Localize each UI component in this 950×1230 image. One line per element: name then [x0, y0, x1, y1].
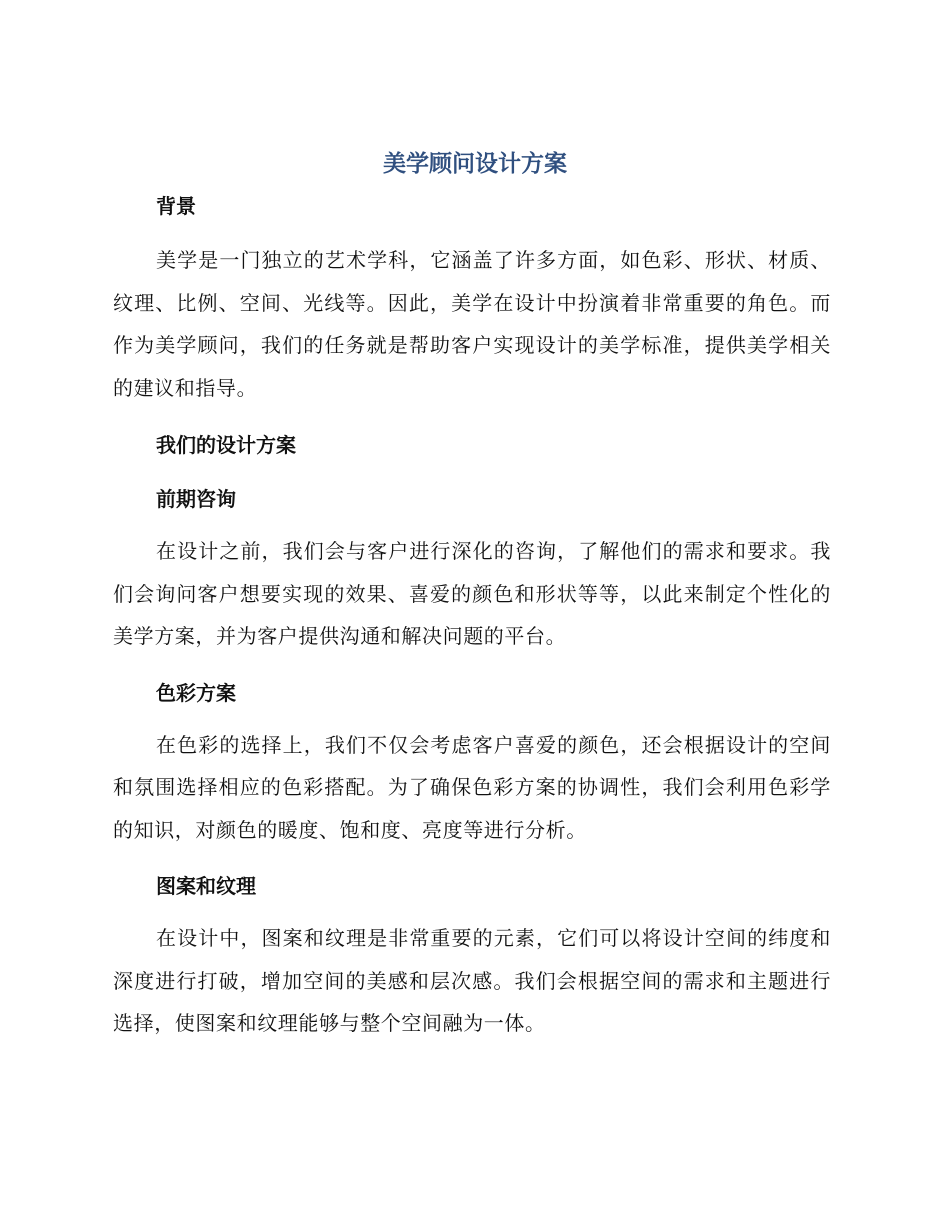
section-heading-consultation: 前期咨询 — [156, 487, 236, 511]
section-heading-design-plan: 我们的设计方案 — [156, 433, 296, 457]
document-body — [113, 190, 831, 1045]
section-heading-background: 背景 — [156, 194, 196, 218]
section-heading-color-plan: 色彩方案 — [156, 680, 236, 705]
section-paragraph-consultation: 在设计之前，我们会与客户进行深化的咨询，了解他们的需求和要求。我们会询问客户想要实现的效果、喜爱的颜色和形状等等，以此来制定个性化的美学方案，并为客户提供沟通和解决问题的平台。 — [113, 539, 831, 648]
section-paragraph-pattern-texture: 在设计中，图案和纹理是非常重要的元素，它们可以将设计空间的纬度和深度进行打破，增加空间的美感和层次感。我们会根据空间的需求和主题进行选择，使图案和纹理能够与整个空间融为一体。 — [113, 926, 831, 1035]
section-paragraph-color-plan: 在色彩的选择上，我们不仅会考虑客户喜爱的颜色，还会根据设计的空间和氛围选择相应的色彩搭配。为了确保色彩方案的协调性，我们会利用色彩学的知识，对颜色的暖度、饱和度、亮度等进行分析。 — [113, 732, 831, 842]
section-paragraph-background: 美学是一门独立的艺术学科，它涵盖了许多方面，如色彩、形状、材质、纹理、比例、空间、光线等。因此，美学在设计中扮演着非常重要的角色。而作为美学顾问，我们的任务就是帮助客户实现设计的美学标准，提供美学相关的建议和指导。 — [113, 248, 831, 400]
section-heading-pattern-texture: 图案和纹理 — [156, 874, 256, 898]
document-title: 美学顾问设计方案 — [383, 151, 567, 177]
